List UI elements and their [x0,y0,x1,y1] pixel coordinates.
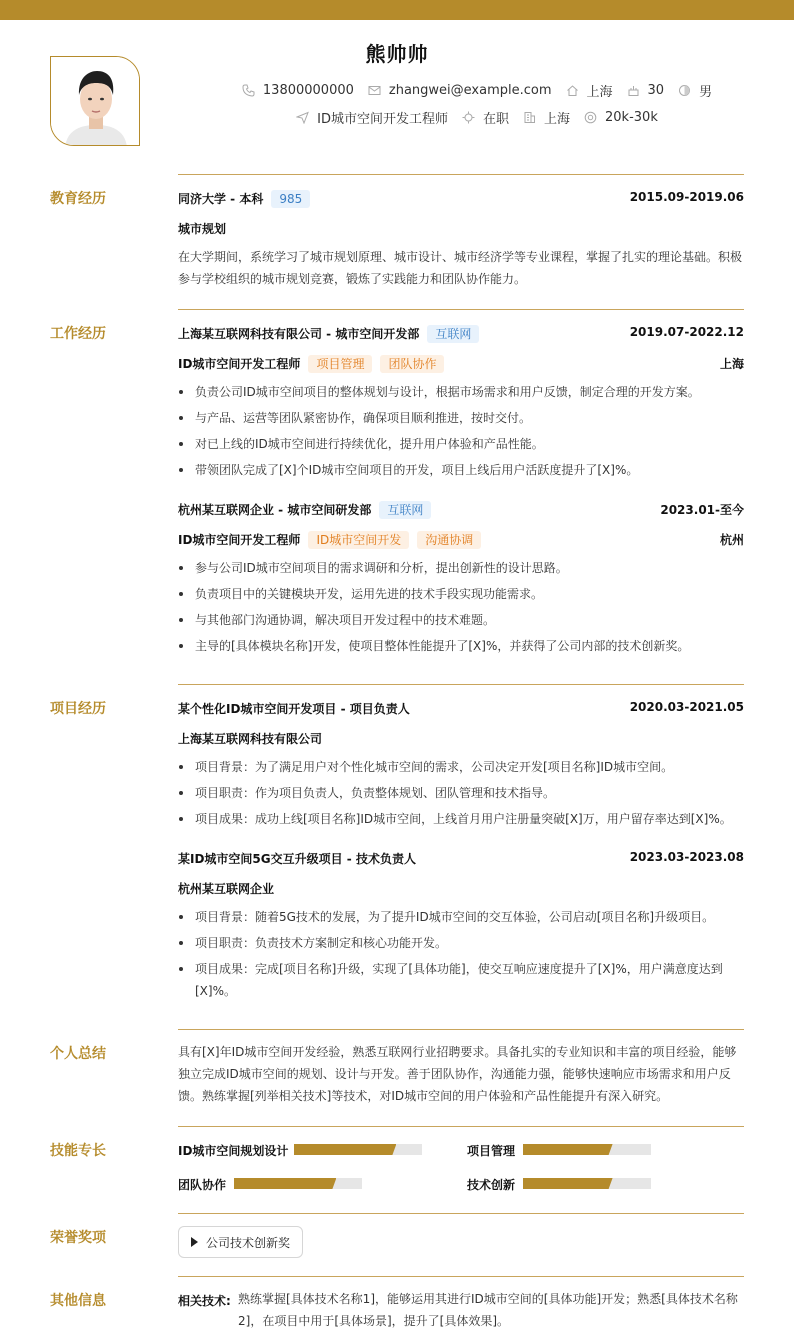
education-section-title: 教育经历 [50,191,106,207]
honors-section-title: 荣誉奖项 [50,1230,106,1246]
coin-icon [584,111,597,124]
mail-icon [368,84,381,97]
work-role-line [178,531,481,549]
work-location: 上海 [719,357,744,371]
skill-tag: 项目管理 [308,355,372,373]
skill-bar [294,1144,422,1155]
project-bullet: 项目职责：作为项目负责人，负责整体规划、团队管理和技术指导。 [178,782,744,804]
project-period: 2020.03-2021.05 [629,700,744,714]
skill-tag: 沟通协调 [417,531,481,549]
project-bullet: 项目成果：完成[项目名称]升级，实现了[具体功能]，使交互响应速度提升了[X]%，用户满意度达到[X]%。 [178,958,744,1002]
project-bullet: 项目背景：为了满足用户对个性化城市空间的需求，公司决定开发[项目名称]ID城市空间。 [178,756,744,778]
skill-bar [523,1178,651,1189]
project-section-title: 项目经历 [50,701,106,717]
skill-name: 技术创新 [467,1178,516,1192]
skill-bar-fill [294,1144,396,1155]
other-label: 相关技术: [178,1294,231,1308]
work-bullet: 与其他部门沟通协调，解决项目开发过程中的技术难题。 [178,609,744,631]
work-company [178,325,479,343]
phone-icon [242,84,255,97]
work-company [178,501,431,519]
skill-bar-fill [523,1178,613,1189]
project-title: 某个性化ID城市空间开发项目 - 项目负责人 [178,702,410,716]
project-bullet: 项目成果：成功上线[项目名称]ID城市空间，上线首月用户注册量突破[X]万，用户留存率达到[X]%。 [178,808,744,830]
work-bullet: 对已上线的ID城市空间进行持续优化，提升用户体验和产品性能。 [178,433,744,455]
phone-item [242,83,354,98]
status-item [462,108,509,127]
work-bullet: 负责项目中的关键模块开发，运用先进的技术手段实现功能需求。 [178,583,744,605]
project-divider [178,684,744,685]
industry-tag: 互联网 [427,325,479,343]
other-divider [178,1276,744,1277]
building-icon [523,111,536,124]
contact-row [160,82,794,98]
play-icon [191,1237,198,1247]
other-text: 熟练掌握[具体技术名称1]，能够运用其进行ID城市空间的[具体功能]开发；熟悉[具体技术名称2]，在项目中用于[具体场景]，提升了[具体效果]。 [238,1292,738,1328]
education-period: 2015.09-2019.06 [629,190,744,204]
status-icon [462,111,475,124]
gender-icon [678,84,691,97]
skill-bar-fill [234,1178,336,1189]
work-divider [178,309,744,310]
position-item [296,108,448,127]
industry-tag: 互联网 [379,501,431,519]
project-bullet: 项目职责：负责技术方案制定和核心功能开发。 [178,932,744,954]
target-position: ID城市空间开发工程师 [317,111,448,127]
target-city-item [523,108,570,127]
education-description: 在大学期间，系统学习了城市规划原理、城市设计、城市经济学等专业课程，掌握了扎实的理论基础。积极参与学校组织的城市规划竞赛，锻炼了实践能力和团队协作能力。 [178,250,743,286]
cake-icon [627,84,640,97]
skills-divider [178,1126,744,1127]
work-bullet: 与产品、运营等团队紧密协作，确保项目顺利推进，按时交付。 [178,407,744,429]
company-name: 杭州某互联网企业 - 城市空间研发部 [178,503,372,517]
avatar-portrait [51,57,140,146]
school-name: 同济大学 - 本科 [178,192,264,206]
other-section-title: 其他信息 [50,1293,106,1309]
top-accent-bar [0,0,794,20]
project-org: 上海某互联网科技有限公司 [178,732,323,746]
summary-section-title: 个人总结 [50,1046,106,1062]
gender-item [678,81,712,100]
work-bullet: 带领团队完成了[X]个ID城市空间项目的开发，项目上线后用户活跃度提升了[X]%。 [178,459,744,481]
project-bullet: 项目背景：随着5G技术的发展，为了提升ID城市空间的交互体验，公司启动[项目名称]升级项目。 [178,906,744,928]
city-item [566,81,613,100]
company-name: 上海某互联网科技有限公司 - 城市空间开发部 [178,327,420,341]
city: 上海 [586,84,613,100]
age: 30 [647,82,665,98]
email-address: zhangwei@example.com [388,82,552,98]
skill-name: 项目管理 [467,1144,516,1158]
award-name: 公司技术创新奖 [206,1235,291,1250]
skill-bar [234,1178,362,1189]
salary-item [584,110,658,125]
education-school [178,190,310,208]
gender: 男 [699,84,713,100]
age-item [627,83,665,98]
work-role: ID城市空间开发工程师 [178,357,301,371]
education-major: 城市规划 [178,222,227,236]
phone-number: 13800000000 [262,82,354,98]
skill-name: ID城市空间规划设计 [178,1144,289,1158]
work-period: 2019.07-2022.12 [629,325,744,339]
work-bullet: 主导的[具体模块名称]开发，使项目整体性能提升了[X]%，并获得了公司内部的技术创新奖。 [178,635,744,657]
summary-text: 具有[X]年ID城市空间开发经验，熟悉互联网行业招聘要求。具备扎实的专业知识和丰富的项目经验，能够独立完成ID城市空间的规划、设计与开发。善于团队协作，沟通能力强，能够快速响应市场需求和用户反馈。熟练掌握[列举相关技术]等技术，对ID城市空间的用户体验和产品性能提升有深入研究。 [178,1045,737,1103]
skill-bar-fill [523,1144,613,1155]
project-period: 2023.03-2023.08 [629,850,744,864]
project-title: 某ID城市空间5G交互升级项目 - 技术负责人 [178,852,416,866]
skill-tag: 团队协作 [380,355,444,373]
work-bullet: 负责公司ID城市空间项目的整体规划与设计，根据市场需求和用户反馈，制定合理的开发方案。 [178,381,744,403]
avatar [50,56,140,146]
target-city: 上海 [544,111,571,127]
work-bullet: 参与公司ID城市空间项目的需求调研和分析，提出创新性的设计思路。 [178,557,744,579]
candidate-name: 熊帅帅 [365,42,429,66]
work-period: 2023.01-至今 [660,503,744,517]
job-status: 在职 [482,111,509,127]
email-item [368,83,552,98]
education-divider [178,174,744,175]
job-intent-row [160,109,794,125]
work-role: ID城市空间开发工程师 [178,533,301,547]
summary-divider [178,1029,744,1030]
work-location: 杭州 [719,533,744,547]
skills-section-title: 技能专长 [50,1143,106,1159]
send-icon [296,111,309,124]
salary-range: 20k-30k [605,109,658,125]
work-role-line [178,355,444,373]
work-section-title: 工作经历 [50,326,106,342]
honors-divider [178,1213,744,1214]
skill-tag: ID城市空间开发 [308,531,409,549]
school-tag: 985 [271,190,310,208]
skill-name: 团队协作 [178,1178,227,1192]
award-item[interactable] [178,1226,303,1258]
skill-bar [523,1144,651,1155]
project-org: 杭州某互联网企业 [178,882,275,896]
home-icon [566,84,579,97]
